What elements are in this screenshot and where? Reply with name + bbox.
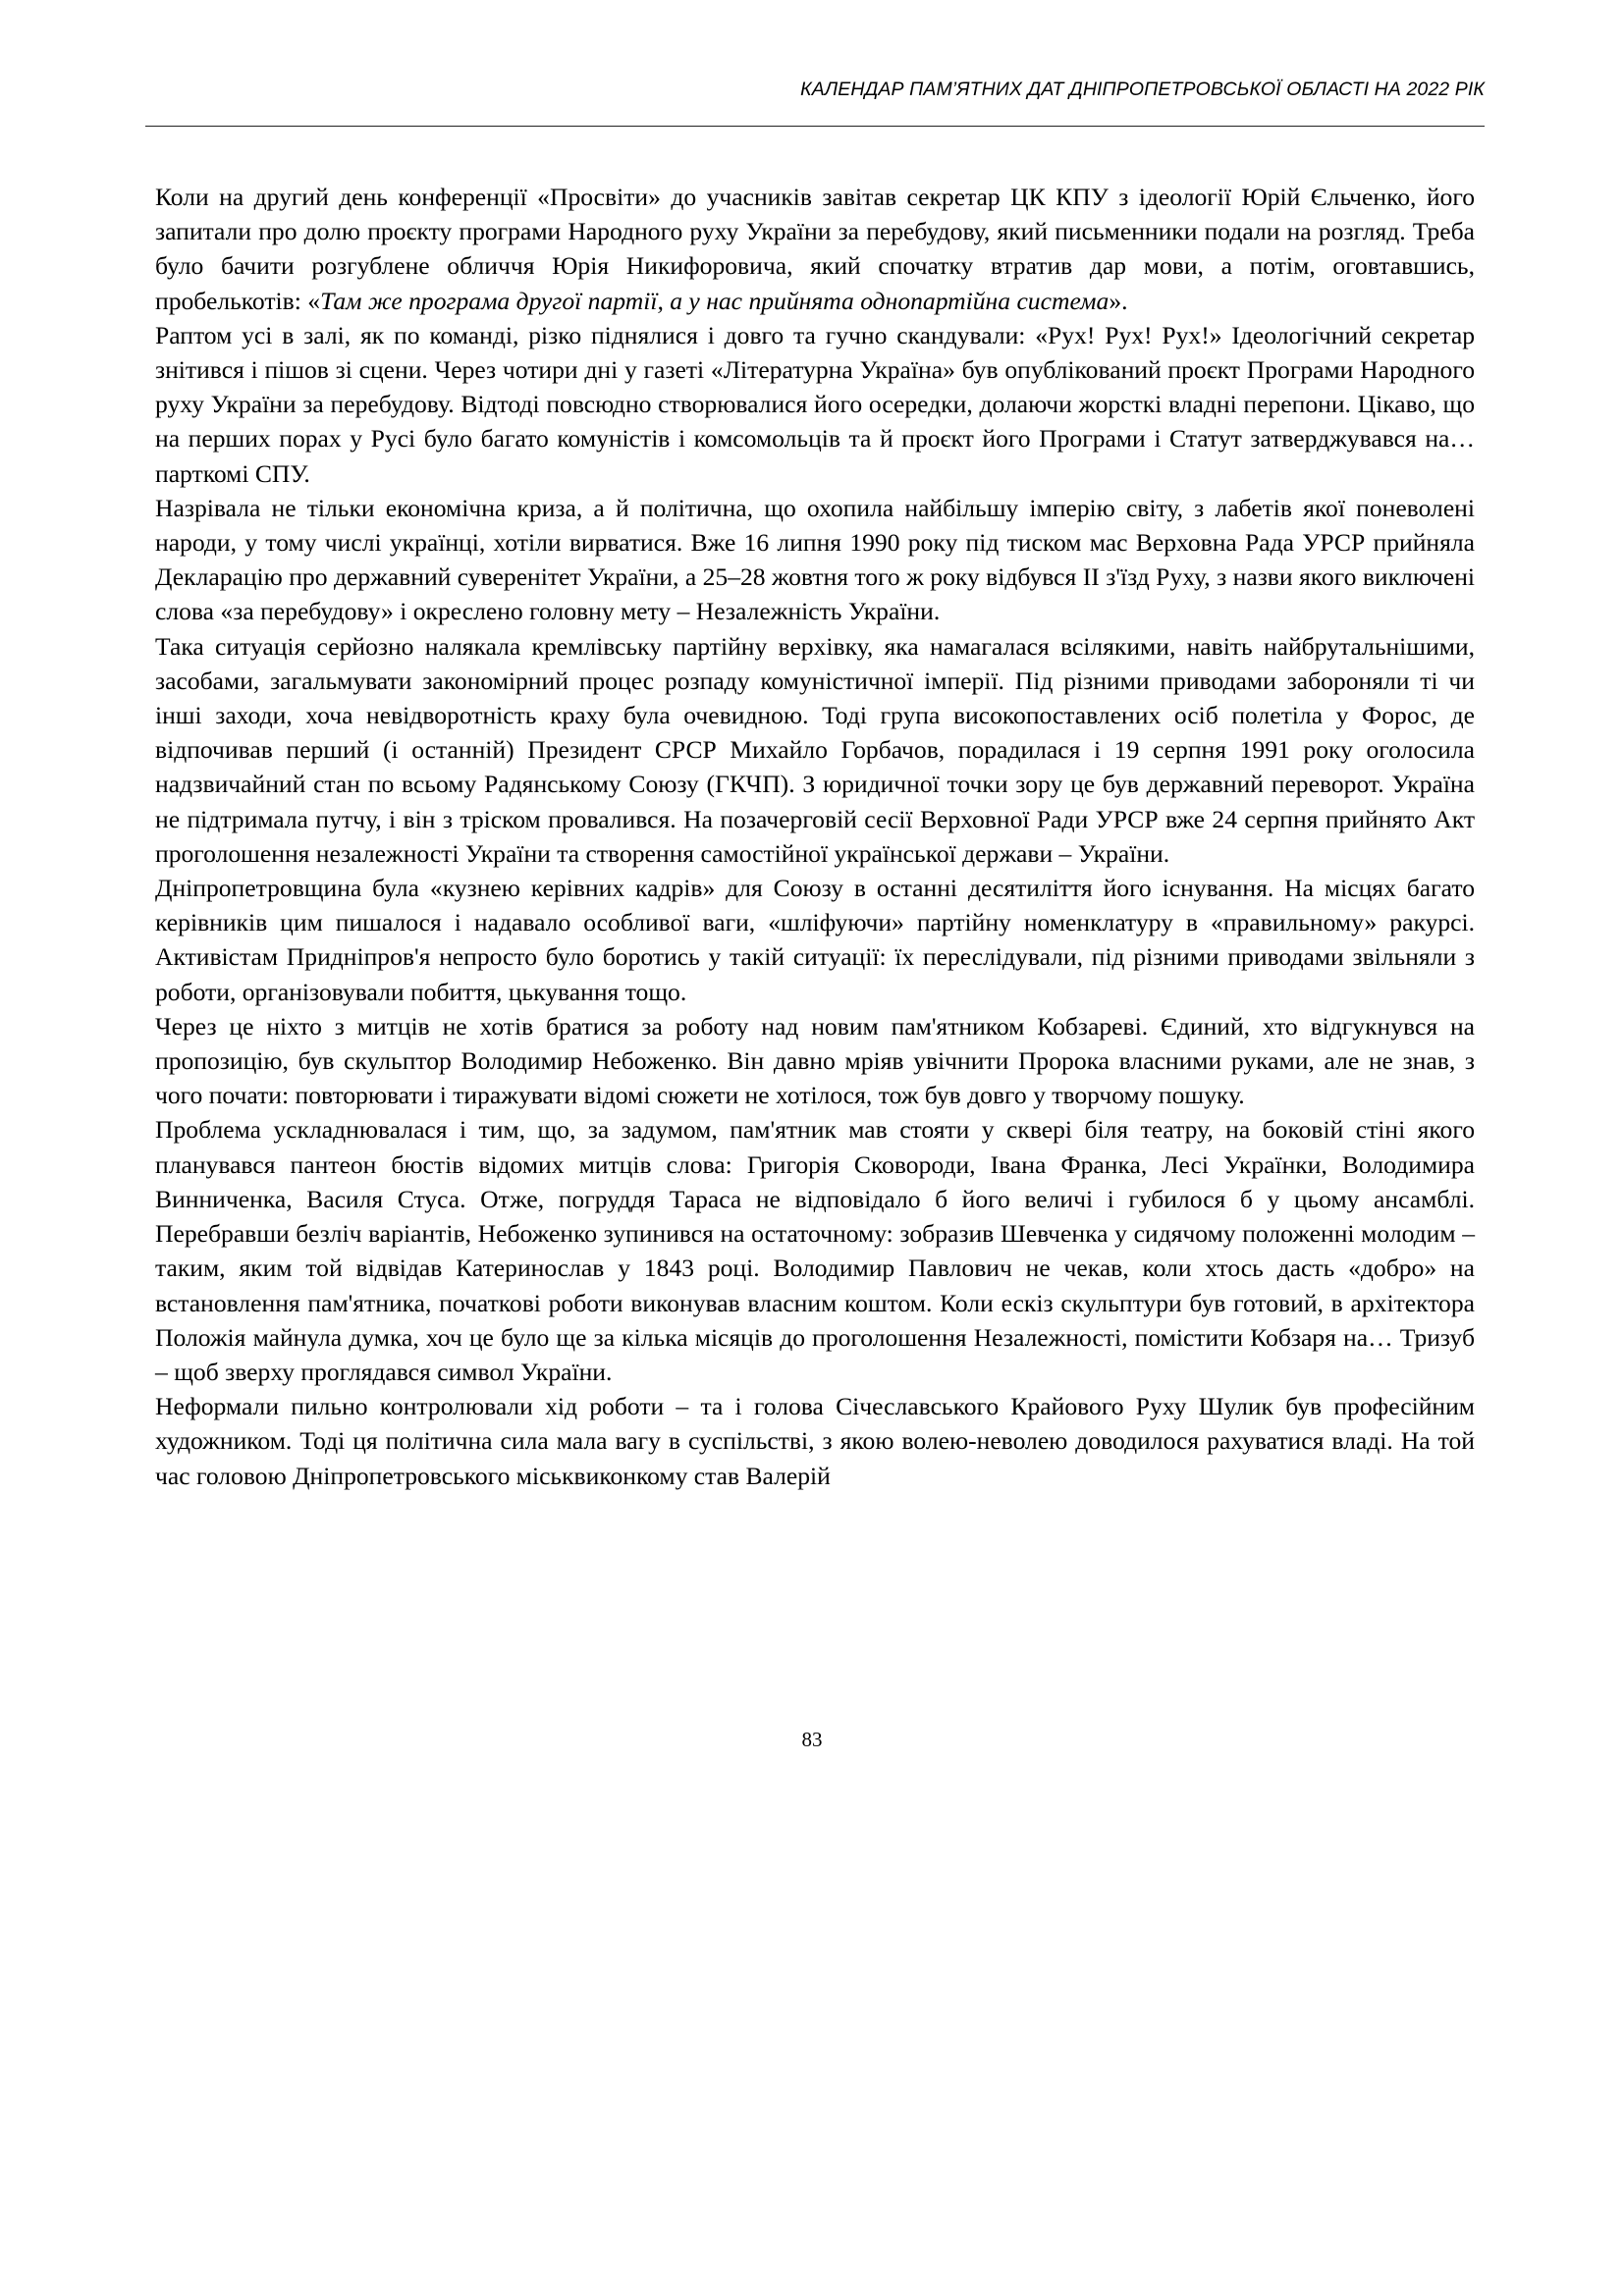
page-number: 83 <box>801 1728 823 1751</box>
paragraph-1-quote: Там же програма другої партії, а у нас прийнята однопартійна система <box>320 286 1110 315</box>
paragraph-1-tail: ». <box>1109 286 1128 315</box>
header-divider <box>145 126 1485 127</box>
running-header: КАЛЕНДАР ПАМ’ЯТНИХ ДАТ ДНІПРОПЕТРОВСЬКОЇ ОБЛАСТІ НА 2022 РІК <box>800 79 1485 100</box>
paragraph-4: Така ситуація серйозно налякала кремлівську партійну верхівку, яка намагалася всілякими, навіть найбрутальнішими, засобами, загальмувати закономірний процес розпаду комуністичної імперії. Під різними приводами забороняли ті чи інші заходи, хоча невідворотність краху була очевидною. Тоді група високопоставлених осіб полетіла у Форос, де відпочивав перший (і останній) Президент СРСР Михайло Горбачов, порадилася і 19 серпня 1991 року оголосила надзвичайний стан по всьому Радянському Союзу (ГКЧП). З юридичної точки зору це був державний переворот. Україна не підтримала путчу, і він з тріском провалився. На позачерговій сесії Верховної Ради УРСР вже 24 серпня прийнято Акт проголошення незалежності України та створення самостійної української держави – України. <box>155 631 1475 868</box>
paragraph-8: Неформали пильно контролювали хід роботи – та і голова Січеславського Крайового Руху Шулик був професійним художником. Тоді ця політична сила мала вагу в суспільстві, з якою волею-неволею доводилося рахуватися владі. На той час головою Дніпропетровського міськвиконкому став Валерій <box>155 1392 1475 1490</box>
paragraph-3: Назрівала не тільки економічна криза, а й політична, що охопила найбільшу імперію світу, з лабетів якої поневолені народи, у тому числі українці, хотіли вирватися. Вже 16 липня 1990 року під тиском мас Верховна Рада УРСР прийняла Декларацію про державний суверенітет України, а 25–28 жовтня того ж року відбувся ІІ з'їзд Руху, з назви якого виключені слова «за перебудову» і окреслено головну мету – Незалежність України. <box>155 493 1475 626</box>
paragraph-7: Проблема ускладнювалася і тим, що, за задумом, пам'ятник мав стояти у сквері біля театру, на боковій стіні якого планувався пантеон бюстів відомих митців слова: Григорія Сковороди, Івана Франка, Лесі Українки, Володимира Винниченка, Василя Стуса. Отже, погруддя Тараса не відповідало б його величі і губилося б у цьому ансамблі. Перебравши безліч варіантів, Небоженко зупинився на остаточному: зобразив Шевченка у сидячому положенні молодим – таким, яким той відвідав Катеринослав у 1843 році. Володимир Павлович не чекав, коли хтось дасть «добро» на встановлення пам'ятника, початкові роботи виконував власним коштом. Коли ескіз скульптури був готовий, в архітектора Положія майнула думка, хоч це було ще за кілька місяців до проголошення Незалежності, помістити Кобзаря на… Тризуб – щоб зверху проглядався символ України. <box>155 1115 1475 1386</box>
paragraph-1 <box>155 180 1475 318</box>
body-text <box>155 180 1475 1493</box>
paragraph-2: Раптом усі в залі, як по команді, різко піднялися і довго та гучно скандували: «Рух! Рух! Рух!» Ідеологічний секретар знітився і пішов зі сцени. Через чотири дні у газеті «Літературна Україна» був опублікований проєкт Програми Народного руху України за перебудову. Відтоді повсюдно створювалися його осередки, долаючи жорсткі владні перепони. Цікаво, що на перших порах у Русі було багато комуністів і комсомольців та й проєкт його Програми і Статут затверджувався на… парткомі СПУ. <box>155 320 1475 488</box>
paragraph-5: Дніпропетровщина була «кузнею керівних кадрів» для Союзу в останні десятиліття його існування. На місцях багато керівників цим пишалося і надавало особливої ваги, «шліфуючи» партійну номенклатуру в «правильному» ракурсі. Активістам Придніпров'я непросто було боротись у такій ситуації: їх переслідували, під різними приводами звільняли з роботи, організовували побиття, цькування тощо. <box>155 874 1475 1006</box>
paragraph-1-text: Коли на другий день конференції «Просвіти» до учасників завітав секретар ЦК КПУ з ідеології Юрій Єльченко, його запитали про долю проєкту програми Народного руху України за перебудову, який письменники подали на розгляд. Треба було бачити розгублене обличчя Юрія Никифоровича, який спочатку втратив дар мови, а потім, оговтавшись, пробелькотів: « <box>155 183 1475 315</box>
paragraph-6: Через це ніхто з митців не хотів братися за роботу над новим пам'ятником Кобзареві. Єдиний, хто відгукнувся на пропозицію, був скульптор Володимир Небоженко. Він давно мріяв увічнити Пророка власними руками, але не знав, з чого почати: повторювати і тиражувати відомі сюжети не хотілося, тож був довго у творчому пошуку. <box>155 1011 1475 1110</box>
